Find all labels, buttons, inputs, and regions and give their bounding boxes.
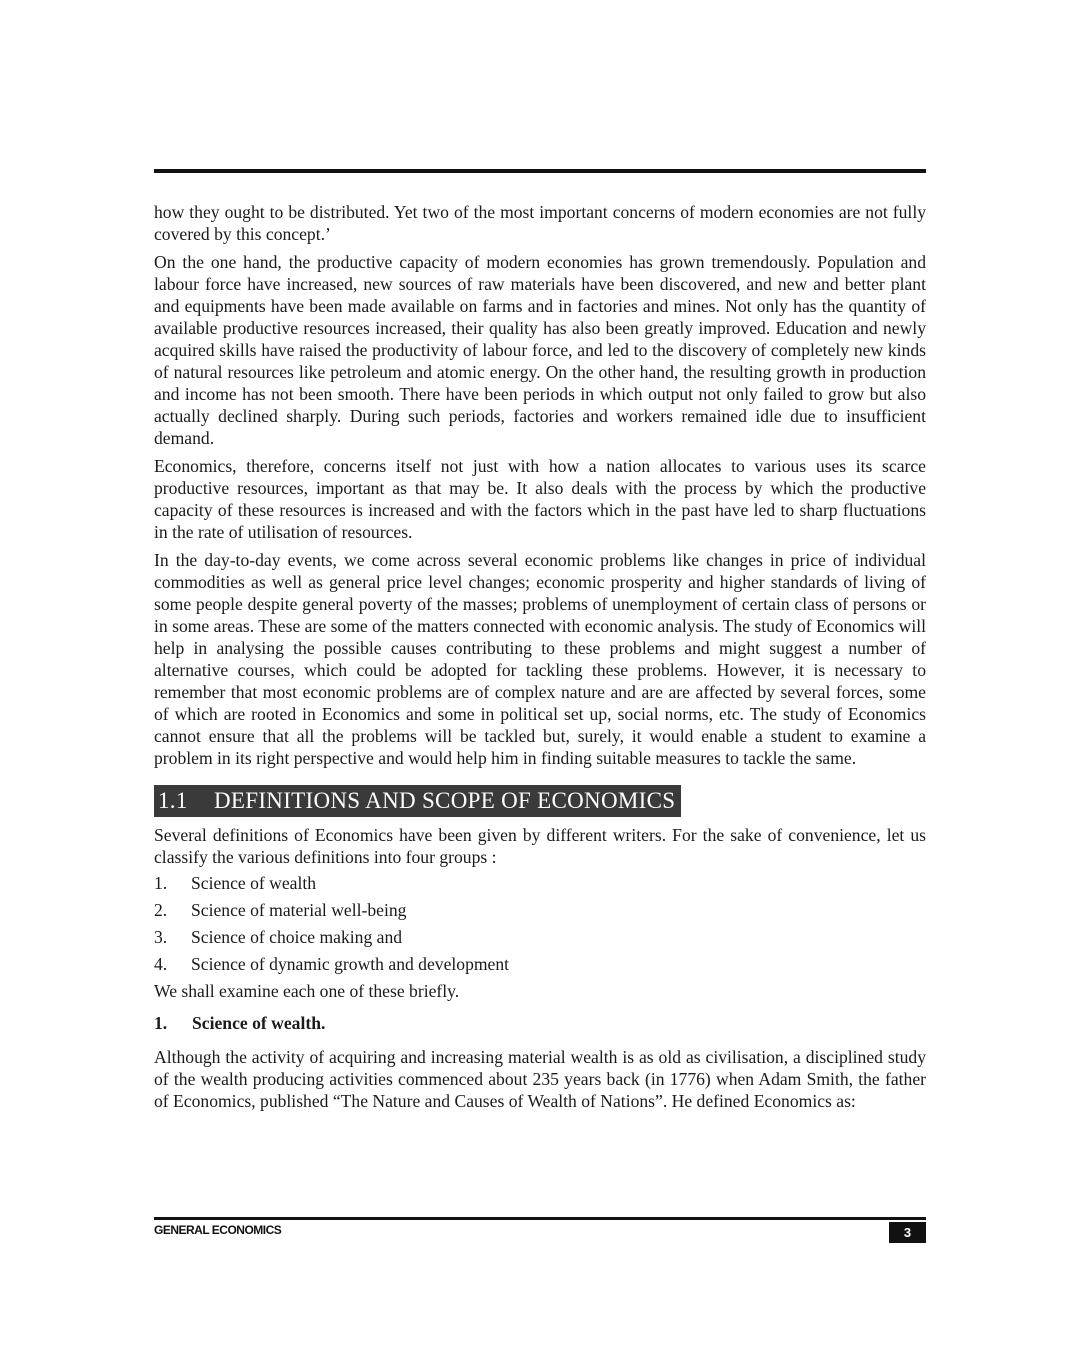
footer-rule bbox=[154, 1217, 926, 1220]
definition-groups-list bbox=[154, 872, 926, 975]
section-intro: Several definitions of Economics have been given by different writers. For the sake of convenience, let us classify the various definitions into four groups : bbox=[154, 825, 926, 867]
list-item bbox=[154, 953, 926, 975]
list-item bbox=[154, 926, 926, 948]
list-item-text: Science of material well-being bbox=[191, 900, 407, 920]
subheading-science-of-wealth bbox=[154, 1012, 926, 1034]
section-number: 1.1 bbox=[158, 788, 188, 813]
paragraph-day-to-day-events: In the day-to-day events, we come across several economic problems like changes in price of individual commodities as well as general price level changes; economic prosperity and higher standards of living of some people despite general poverty of the masses; problems of unemployment of certain class of persons or in some areas. These are some of the matters connected with economic analysis. The study of Economics will help in analysing the possible causes contributing to these problems and might suggest a number of alternative courses, which could be adopted for tackling these problems. However, it is necessary to remember that most economic problems are of complex nature and are are affected by several forces, some of which are rooted in Economics and some in political set up, social norms, etc. The study of Economics cannot ensure that all the problems will be tackled but, surely, it would enable a student to examine a problem in its right perspective and would help him in finding suitable measures to tackle the same. bbox=[154, 550, 926, 768]
list-item bbox=[154, 899, 926, 921]
list-item-number: 3. bbox=[154, 927, 168, 947]
footer-title: GENERAL ECONOMICS bbox=[154, 1223, 282, 1237]
list-item-text: Science of choice making and bbox=[191, 927, 403, 947]
paragraph-productive-capacity: On the one hand, the productive capacity of modern economies has grown tremendously. Population and labour force have increased, new sources of raw materials have been discovered, and new and better plant and equipments have been made available on farms and in factories and mines. Not only has the quantity of available productive resources increased, their quality has also been greatly improved. Education and newly acquired skills have raised the productivity of labour force, and led to the discovery of completely new kinds of natural resources like petroleum and atomic energy. On the other hand, the resulting growth in production and income has not been smooth. There have been periods in which output not only failed to grow but also actually declined sharply. During such periods, factories and workers remained idle due to insufficient demand. bbox=[154, 252, 926, 448]
section-heading bbox=[154, 785, 681, 817]
section-title: DEFINITIONS AND SCOPE OF ECONOMICS bbox=[214, 788, 676, 813]
after-list-text: We shall examine each one of these briefly. bbox=[154, 981, 460, 1001]
list-item-number: 2. bbox=[154, 900, 168, 920]
subheading-text: Science of wealth. bbox=[192, 1013, 326, 1033]
page-body bbox=[154, 201, 926, 1118]
page-number: 3 bbox=[889, 1222, 926, 1243]
list-item-text: Science of wealth bbox=[191, 873, 317, 893]
list-item-number: 1. bbox=[154, 873, 168, 893]
header-rule bbox=[154, 169, 926, 173]
list-item bbox=[154, 872, 926, 894]
list-item-number: 4. bbox=[154, 954, 168, 974]
subheading-number: 1. bbox=[154, 1013, 168, 1033]
paragraph-continuation: how they ought to be distributed. Yet two of the most important concerns of modern economies are not fully covered by this concept.’ bbox=[154, 202, 926, 244]
paragraph-adam-smith: Although the activity of acquiring and increasing material wealth is as old as civilisation, a disciplined study of the wealth producing activities commenced about 235 years back (in 1776) when Adam Smith, the father of Economics, published “The Nature and Causes of Wealth of Nations”. He defined Economics as: bbox=[154, 1047, 926, 1111]
list-item-text: Science of dynamic growth and development bbox=[191, 954, 510, 974]
paragraph-economics-concerns: Economics, therefore, concerns itself not just with how a nation allocates to various uses its scarce productive resources, important as that may be. It also deals with the process by which the productive capacity of these resources is increased and with the factors which in the past have led to sharp fluctuations in the rate of utilisation of resources. bbox=[154, 456, 926, 542]
